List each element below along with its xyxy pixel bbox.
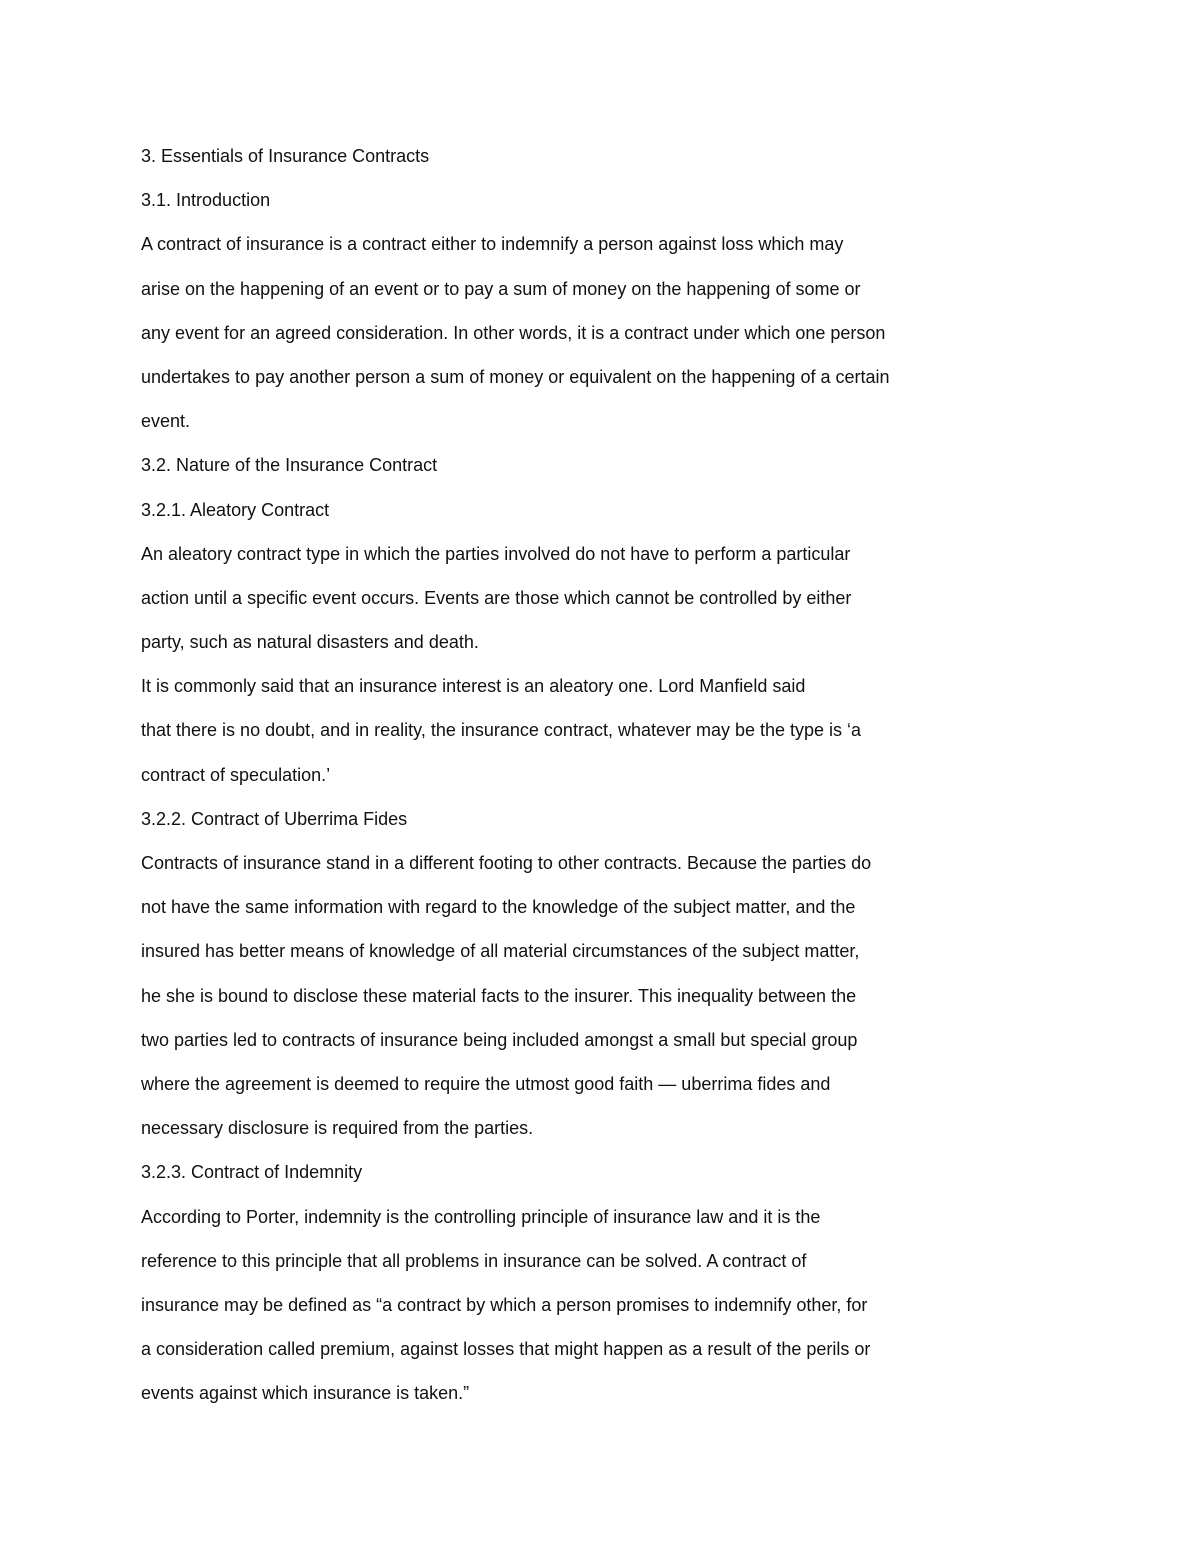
paragraph-line: It is commonly said that an insurance interest is an aleatory one. Lord Manfield said bbox=[141, 676, 806, 697]
paragraph-line: contract of speculation.’ bbox=[141, 764, 331, 785]
paragraph-line: arise on the happening of an event or to pay a sum of money on the happening of some or bbox=[141, 278, 861, 299]
paragraph-line: party, such as natural disasters and death. bbox=[141, 632, 479, 653]
paragraph-line: A contract of insurance is a contract either to indemnify a person against loss which may bbox=[141, 234, 844, 255]
paragraph-line: action until a specific event occurs. Events are those which cannot be controlled by either bbox=[141, 587, 852, 608]
paragraph-line: insured has better means of knowledge of all material circumstances of the subject matter, bbox=[141, 941, 860, 962]
paragraph-line: not have the same information with regard to the knowledge of the subject matter, and the bbox=[141, 897, 856, 918]
paragraph-line: a consideration called premium, against losses that might happen as a result of the perils or bbox=[141, 1339, 871, 1360]
paragraph-line: necessary disclosure is required from the parties. bbox=[141, 1118, 534, 1139]
paragraph-line: reference to this principle that all problems in insurance can be solved. A contract of bbox=[141, 1250, 807, 1271]
subsection-heading: 3.1. Introduction bbox=[141, 190, 271, 211]
subsection-heading: 3.2.2. Contract of Uberrima Fides bbox=[141, 808, 408, 829]
subsection-heading: 3.2. Nature of the Insurance Contract bbox=[141, 455, 438, 476]
subsection-heading: 3.2.3. Contract of Indemnity bbox=[141, 1162, 363, 1183]
paragraph-line: insurance may be defined as “a contract by which a person promises to indemnify other, for bbox=[141, 1294, 868, 1315]
section-heading: 3. Essentials of Insurance Contracts bbox=[141, 146, 430, 166]
paragraph-line: Contracts of insurance stand in a different footing to other contracts. Because the parties do bbox=[141, 853, 872, 873]
paragraph-line: undertakes to pay another person a sum of money or equivalent on the happening of a certain bbox=[141, 366, 890, 387]
paragraph-line: he she is bound to disclose these material facts to the insurer. This inequality between the bbox=[141, 985, 857, 1006]
paragraph-line: event. bbox=[141, 411, 191, 432]
paragraph-line: any event for an agreed consideration. In other words, it is a contract under which one person bbox=[141, 322, 886, 343]
paragraph-line: events against which insurance is taken.” bbox=[141, 1383, 470, 1404]
paragraph-line: An aleatory contract type in which the parties involved do not have to perform a particular bbox=[141, 543, 851, 564]
paragraph-line: that there is no doubt, and in reality, the insurance contract, whatever may be the type is ‘a bbox=[141, 720, 862, 741]
document-body bbox=[141, 140, 1021, 1421]
subsection-heading: 3.2.1. Aleatory Contract bbox=[141, 499, 330, 520]
paragraph-line: two parties led to contracts of insurance being included amongst a small but special group bbox=[141, 1029, 858, 1050]
paragraph-line: where the agreement is deemed to require the utmost good faith — uberrima fides and bbox=[141, 1073, 831, 1094]
paragraph-line: According to Porter, indemnity is the controlling principle of insurance law and it is the bbox=[141, 1206, 821, 1227]
